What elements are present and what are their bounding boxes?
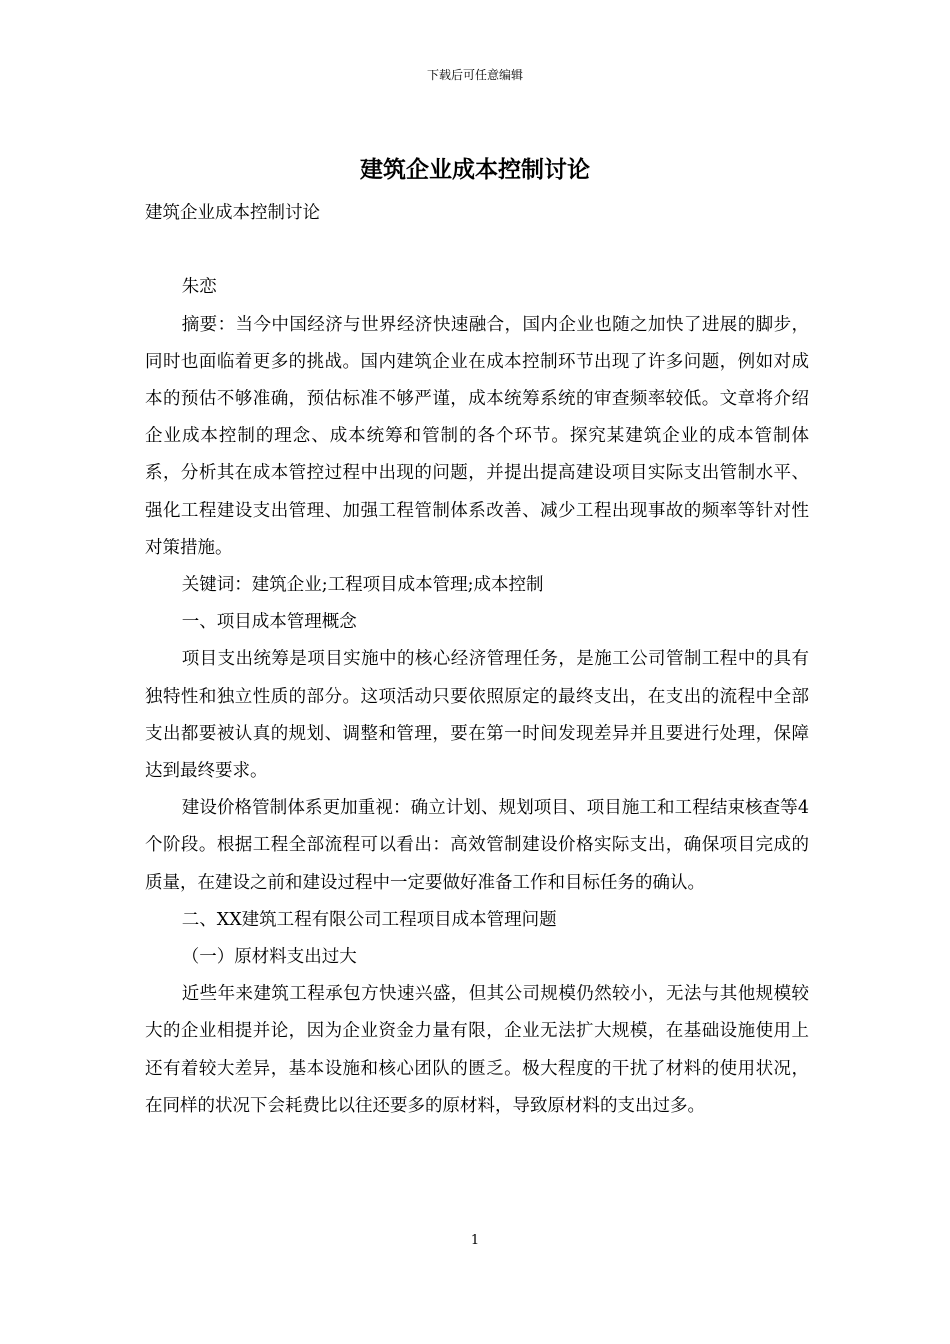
section-1-paragraph-2: 建设价格管制体系更加重视：确立计划、规划项目、项目施工和工程结束核查等4个阶段。根据工程全部流程可以看出：高效管制建设价格实际支出，确保项目完成的质量，在建设之前和建设过程中一定要做好准备工作和目标任务的确认。 [145,798,809,893]
subsection-heading-1: （一）原材料支出过大 [181,947,357,968]
document-body [145,195,809,1125]
document-subtitle: 建筑企业成本控制讨论 [145,203,320,223]
section-heading-2: 二、XX建筑工程有限公司工程项目成本管理问题 [181,909,557,930]
keywords-line: 关键词：建筑企业;工程项目成本管理;成本控制 [181,575,544,596]
header-note: 下载后可任意编辑 [426,68,523,82]
section-heading-1: 一、项目成本管理概念 [181,612,357,633]
abstract-paragraph: 摘要：当今中国经济与世界经济快速融合，国内企业也随之加快了进展的脚步，同时也面临着更多的挑战。国内建筑企业在成本控制环节出现了许多问题，例如对成本的预估不够准确，预估标准不够严谨，成本统筹系统的审查频率较低。文章将介绍企业成本控制的理念、成本统筹和管制的各个环节。探究某建筑企业的成本管制体系，分析其在成本管控过程中出现的问题，并提出提高建设项目实际支出管制水平、强化工程建设支出管理、加强工程管制体系改善、减少工程出现事故的频率等针对性对策措施。 [145,314,809,558]
page-number: 1 [470,1233,480,1248]
author-name: 朱恋 [181,277,217,298]
document-title: 建筑企业成本控制讨论 [360,156,590,183]
subsection-1-paragraph-1: 近些年来建筑工程承包方快速兴盛，但其公司规模仍然较小，无法与其他规模较大的企业相提并论，因为企业资金力量有限，企业无法扩大规模，在基础设施使用上还有着较大差异，基本设施和核心团队的匮乏。极大程度的干扰了材料的使用状况，在同样的状况下会耗费比以往还要多的原材料，导致原材料的支出过多。 [145,984,809,1116]
blank-line [145,232,809,269]
section-1-paragraph-1: 项目支出统筹是项目实施中的核心经济管理任务，是施工公司管制工程中的具有独特性和独立性质的部分。这项活动只要依照原定的最终支出，在支出的流程中全部支出都要被认真的规划、调整和管理，要在第一时间发现差异并且要进行处理，保障达到最终要求。 [145,649,809,782]
